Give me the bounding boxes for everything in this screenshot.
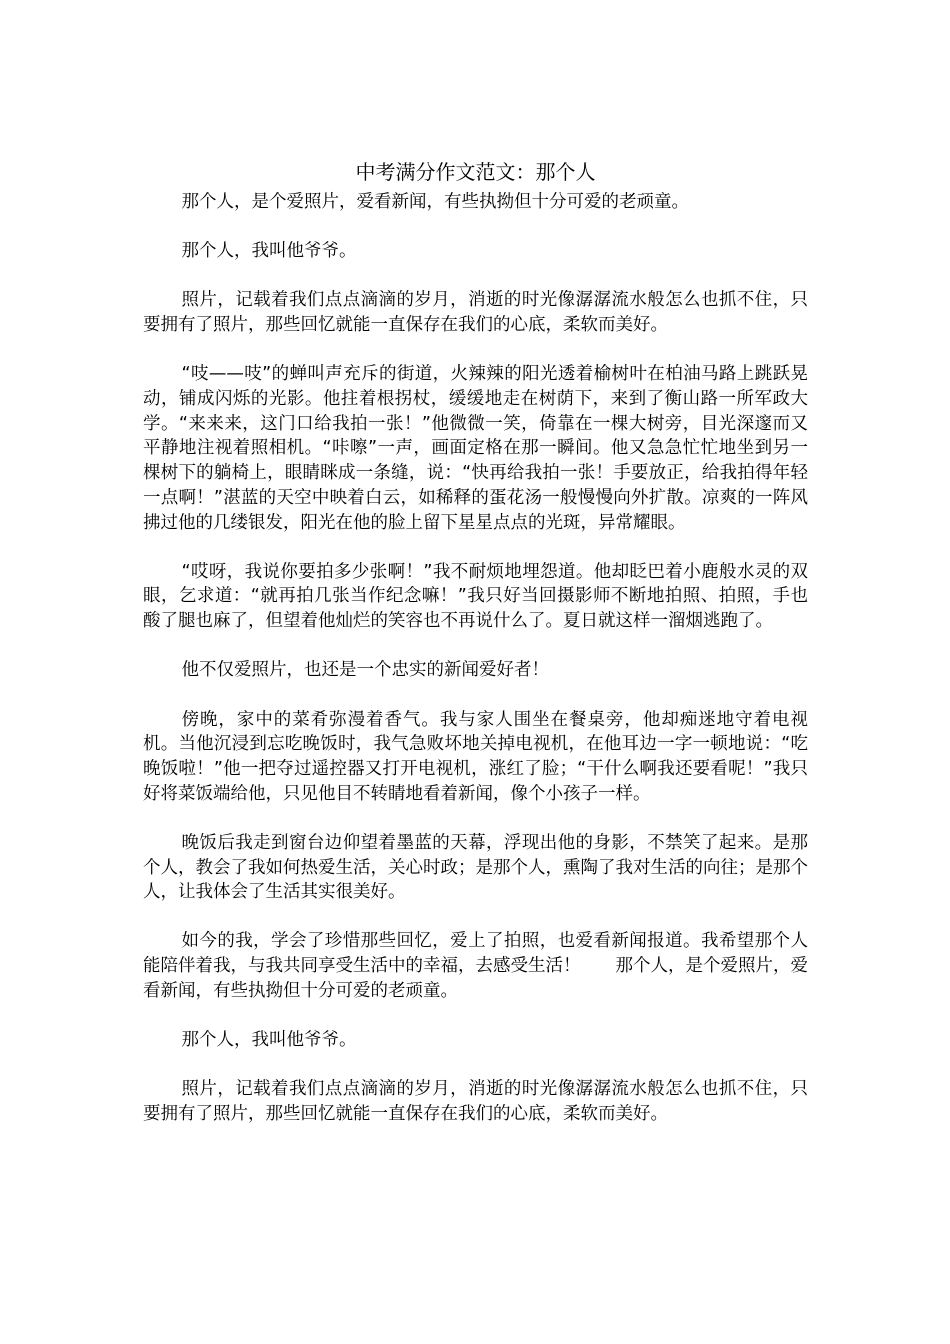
paragraph: “吱——吱”的蝉叫声充斥的街道，火辣辣的阳光透着榆树叶在柏油马路上跳跃晃动，铺成闪烁的光影。他拄着根拐杖，缓缓地走在树荫下，来到了衡山路一所军政大学。“来来来，这门口给我拍一张！”他微微一笑，倚靠在一棵大树旁，目光深邃而又平静地注视着照相机。“咔嚓”一声，画面定格在那一瞬间。他又急急忙忙地坐到另一棵树下的躺椅上，眼睛眯成一条缝，说：“快再给我拍一张！手要放正，给我拍得年轻一点啊！”湛蓝的天空中映着白云，如稀释的蛋花汤一般慢慢向外扩散。凉爽的一阵风拂过他的几缕银发，阳光在他的脸上留下星星点点的光斑，异常耀眼。	[143, 364, 808, 533]
paragraph: 那个人，我叫他爷爷。	[181, 1030, 357, 1051]
paragraph: 那个人，是个爱照片，爱看新闻，有些执拗但十分可爱的老顽童。	[181, 192, 689, 212]
document-title: 中考满分作文范文：那个人	[355, 160, 596, 184]
paragraph: 那个人，我叫他爷爷。	[181, 241, 357, 262]
paragraph: 傍晚，家中的菜肴弥漫着香气。我与家人围坐在餐桌旁，他却痴迷地守着电视机。当他沉浸到忘吃晚饭时，我气急败坏地关掉电视机，在他耳边一字一顿地说：“吃晚饭啦！”他一把夺过遥控器又打开电视机，涨红了脸；“干什么啊我还要看呢！”我只好将菜饭端给他，只见他目不转睛地看着新闻，像个小孩子一样。	[143, 709, 808, 804]
paragraph: 晚饭后我走到窗台边仰望着墨蓝的天幕，浮现出他的身影，不禁笑了起来。是那个人，教会了我如何热爱生活，关心时政；是那个人，熏陶了我对生活的向往；是那个人，让我体会了生活其实很美好。	[143, 832, 808, 903]
paragraph: 照片，记载着我们点点滴滴的岁月，消逝的时光像潺潺流水般怎么也抓不住，只要拥有了照片，那些回忆就能一直保存在我们的心底，柔软而美好。	[143, 1079, 808, 1124]
paragraph: “哎呀，我说你要拍多少张啊！”我不耐烦地埋怨道。他却眨巴着小鹿般水灵的双眼，乞求道：“就再拍几张当作纪念嘛！”我只好当回摄影师不断地拍照、拍照，手也酸了腿也麻了，但望着他灿烂的笑容也不再说什么了。夏日就这样一溜烟逃跑了。	[143, 561, 808, 632]
document-body	[143, 158, 808, 1151]
paragraph: 他不仅爱照片，也还是一个忠实的新闻爱好者！	[181, 660, 549, 681]
paragraph: 照片，记载着我们点点滴滴的岁月，消逝的时光像潺潺流水般怎么也抓不住，只要拥有了照片，那些回忆就能一直保存在我们的心底，柔软而美好。	[143, 290, 808, 336]
paragraph: 如今的我，学会了珍惜那些回忆，爱上了拍照，也爱看新闻报道。我希望那个人能陪伴着我，与我共同享受生活中的幸福，去感受生活！ 那个人，是个爱照片，爱看新闻，有些执拗但十分可爱的老顽童。	[143, 931, 808, 1001]
